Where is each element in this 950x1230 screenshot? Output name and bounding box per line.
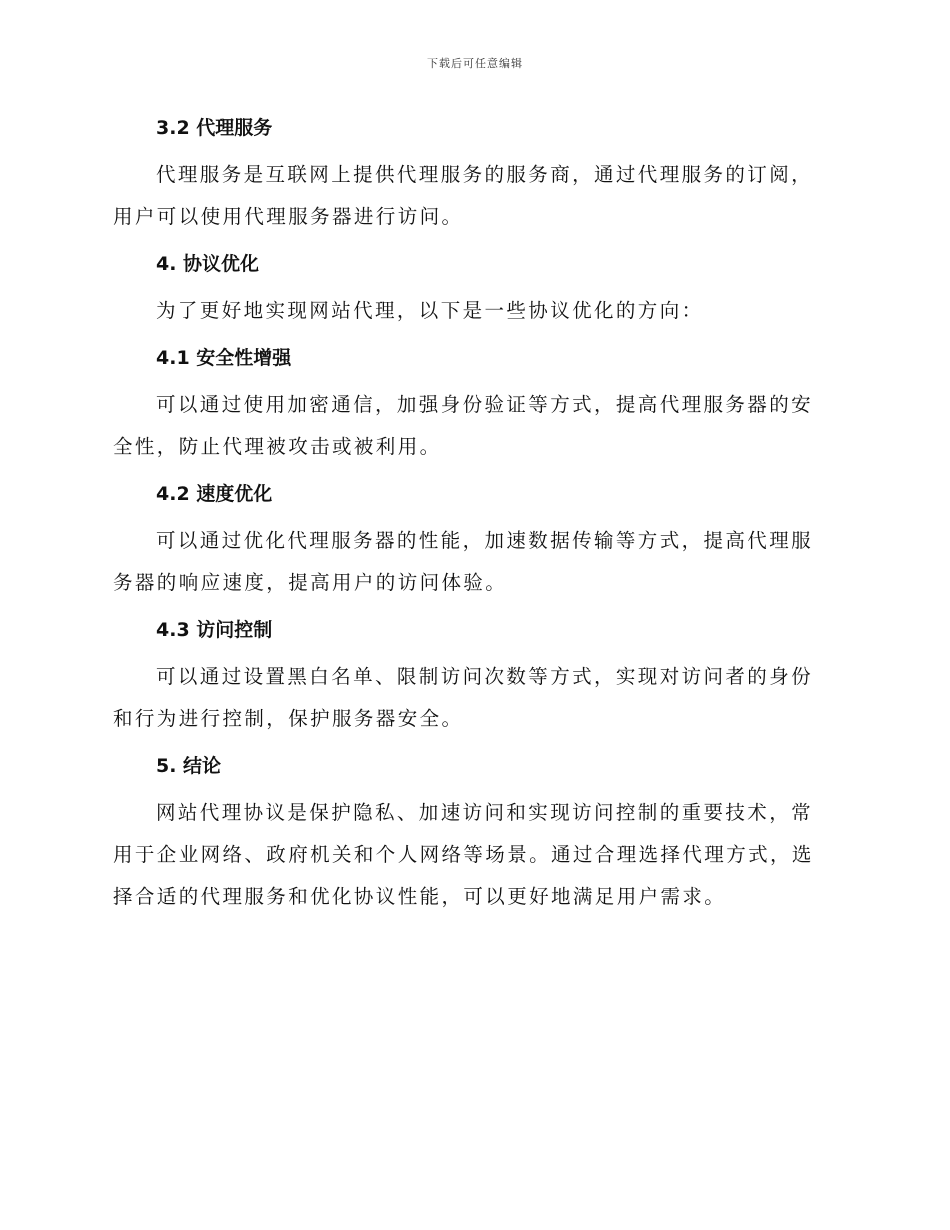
section-paragraph: 为了更好地实现网站代理，以下是一些协议优化的方向：	[156, 299, 704, 322]
section-4	[113, 246, 833, 340]
section-heading: 4.2 速度优化	[156, 483, 273, 505]
section-heading: 4.1 安全性增强	[156, 347, 292, 369]
section-paragraph: 可以通过优化代理服务器的性能，加速数据传输等方式，提高代理服务器的响应速度，提高用户的访问体验。	[113, 529, 814, 594]
section-paragraph: 可以通过使用加密通信，加强身份验证等方式，提高代理服务器的安全性，防止代理被攻击或被利用。	[113, 393, 814, 458]
section-paragraph: 网站代理协议是保护隐私、加速访问和实现访问控制的重要技术，常用于企业网络、政府机关和个人网络等场景。通过合理选择代理方式，选择合适的代理服务和优化协议性能，可以更好地满足用户需求。	[113, 801, 814, 908]
section-5	[113, 748, 833, 918]
section-heading: 4.3 访问控制	[156, 619, 273, 641]
section-4-1	[113, 340, 833, 476]
section-heading: 4. 协议优化	[156, 253, 260, 275]
section-heading: 3.2 代理服务	[156, 117, 273, 139]
section-3-2	[113, 110, 833, 246]
document-body	[113, 110, 833, 918]
header-note: 下载后可任意编辑	[427, 57, 523, 70]
section-paragraph: 可以通过设置黑白名单、限制访问次数等方式，实现对访问者的身份和行为进行控制，保护服务器安全。	[113, 665, 814, 730]
section-heading: 5. 结论	[156, 755, 222, 777]
section-4-3	[113, 612, 833, 748]
section-paragraph: 代理服务是互联网上提供代理服务的服务商，通过代理服务的订阅，用户可以使用代理服务器进行访问。	[113, 163, 814, 228]
section-4-2	[113, 476, 833, 612]
